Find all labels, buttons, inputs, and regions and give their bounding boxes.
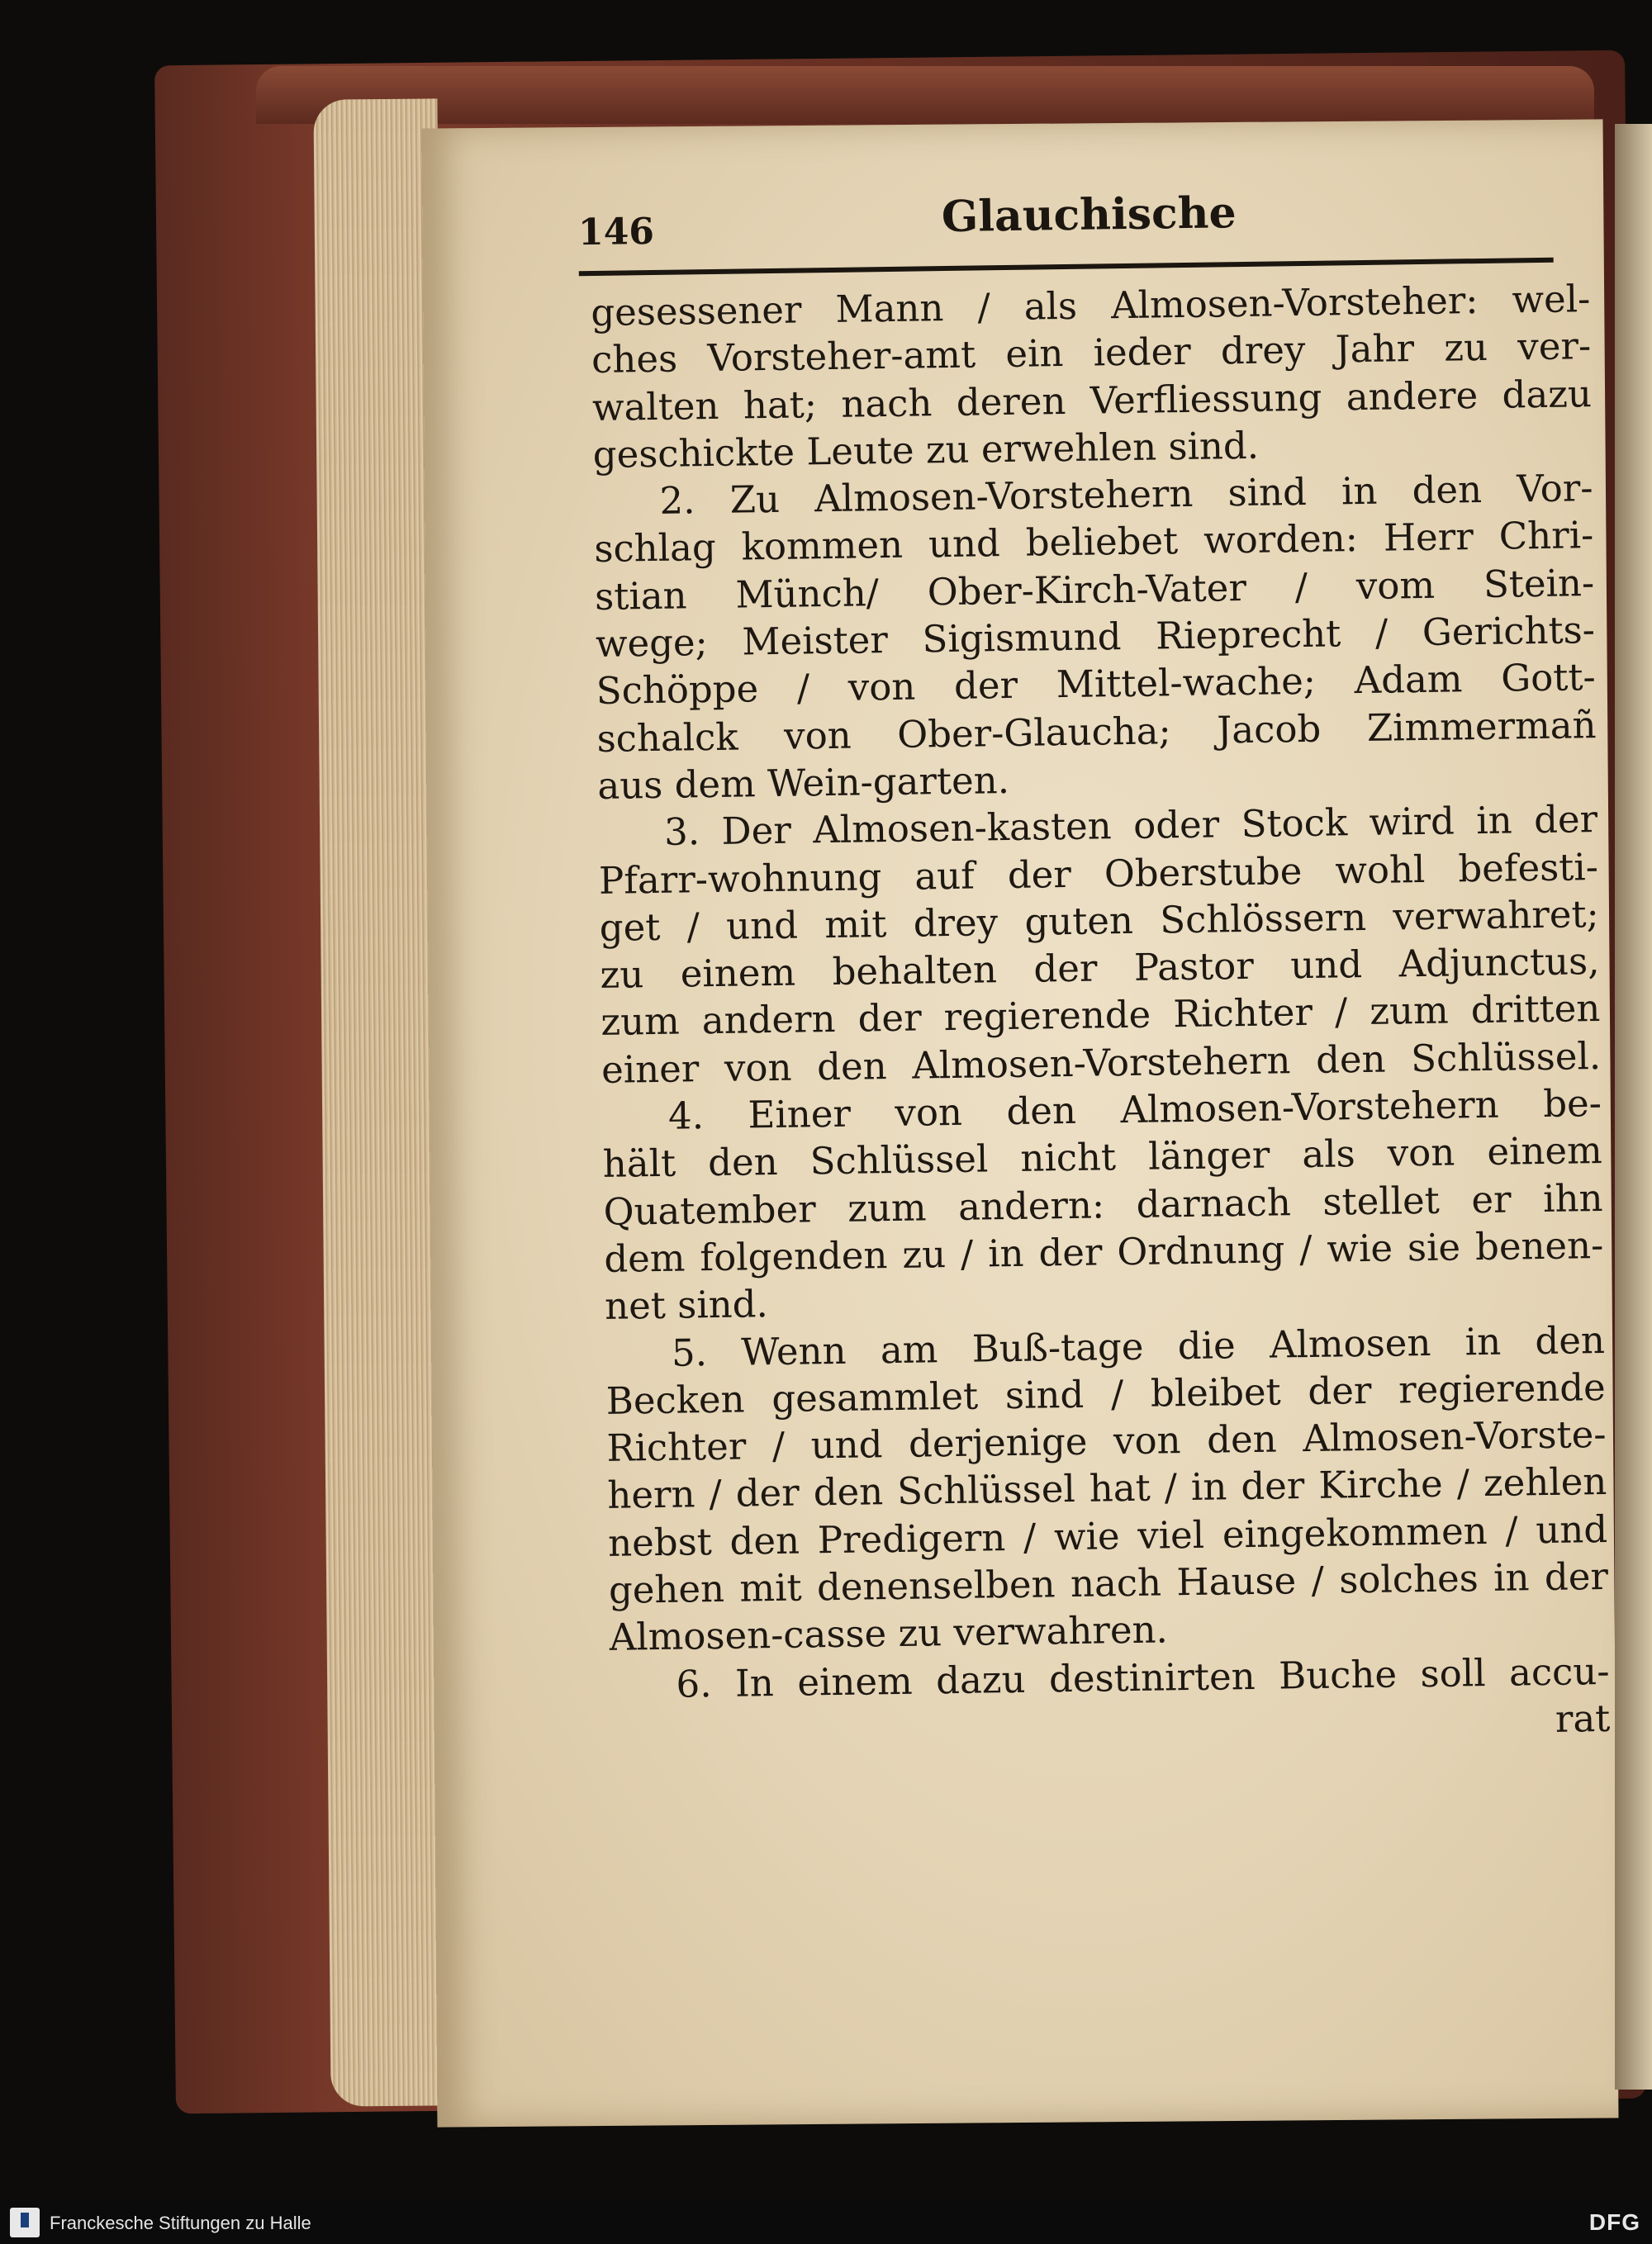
text-line: wege; Meister Sigismund Rieprecht / Gerichts- xyxy=(595,608,1596,667)
institution-name: Franckesche Stiftungen zu Halle xyxy=(50,2213,311,2233)
text-line: 6. In einem dazu destinirten Buche soll accu- xyxy=(676,1649,1610,1706)
body-text xyxy=(591,275,1611,1756)
text-line: 5. Wenn am Buß-tage die Almosen in den xyxy=(671,1317,1606,1375)
text-line: 3. Der Almosen-kasten oder Stock wird in der xyxy=(663,797,1598,855)
text-line: einer von den Almosen-Vorstehern den Schlüssel. xyxy=(601,1033,1602,1092)
institution-logo-icon xyxy=(10,2208,40,2237)
text-line: Richter / und derjenige von den Almosen-Vorste- xyxy=(606,1412,1607,1470)
text-line: Schöppe / von der Mittel-wache; Adam Gott- xyxy=(596,655,1597,714)
text-line: gesessener Mann / als Almosen-Vorsteher: wel- xyxy=(591,277,1591,334)
text-line: geschickte Leute zu erwehlen sind. xyxy=(592,423,1260,477)
logo-mark xyxy=(21,2213,29,2227)
text-line: Pfarr-wohnung auf der Oberstube wohl befesti- xyxy=(598,844,1599,903)
text-line: Quatember zum andern: darnach stellet er ihn xyxy=(603,1175,1603,1234)
footer-bar xyxy=(0,2201,1652,2244)
page-header xyxy=(577,183,1553,263)
text-line: Becken gesammlet sind / bleibet der regierende xyxy=(605,1364,1607,1423)
text-line: zum andern der regierende Richter / zum dritten xyxy=(601,986,1601,1045)
book-cover-top xyxy=(256,66,1594,124)
facing-page xyxy=(1615,124,1652,2090)
text-line: gehen mit denenselben nach Hause / solches in der xyxy=(608,1554,1609,1612)
text-line: Almosen-casse zu verwahren. xyxy=(609,1607,1169,1660)
text-line: hern / der den Schlüssel hat / in der Kirche / zehlen xyxy=(607,1459,1607,1518)
catchword: rat xyxy=(1555,1696,1611,1741)
text-line: hält den Schlüssel nicht länger als von einem xyxy=(602,1128,1603,1187)
text-line: zu einem behalten der Pastor und Adjunctus, xyxy=(600,939,1600,998)
text-line: walten hat; nach deren Verfliessung andere dazu xyxy=(591,371,1593,429)
dfg-badge: DFG xyxy=(1588,2209,1640,2235)
text-line: schlag kommen und beliebet worden: Herr Chri- xyxy=(594,513,1594,572)
text-line: 4. Einer von den Almosen-Vorstehern be- xyxy=(667,1081,1602,1138)
text-line: nebst den Predigern / wie viel eingekommen / und xyxy=(607,1506,1608,1565)
text-line: dem folgenden zu / in der Ordnung / wie sie benen- xyxy=(604,1222,1604,1281)
running-head: Glauchische xyxy=(941,187,1237,243)
page-number: 146 xyxy=(577,210,655,254)
text-line: get / und mit drey guten Schlössern verwahret; xyxy=(599,891,1600,950)
text-line: 2. Zu Almosen-Vorstehern sind in den Vor- xyxy=(659,466,1593,524)
text-line: ches Vorsteher-amt ein ieder drey Jahr zu ver- xyxy=(591,324,1592,382)
text-line: stian Münch/ Ober-Kirch-Vater / vom Stein- xyxy=(594,560,1595,619)
text-line: schalck von Ober-Glaucha; Jacob Zimmermañ xyxy=(596,702,1597,761)
text-line: net sind. xyxy=(604,1282,769,1329)
text-line: aus dem Wein-garten. xyxy=(597,757,1010,808)
